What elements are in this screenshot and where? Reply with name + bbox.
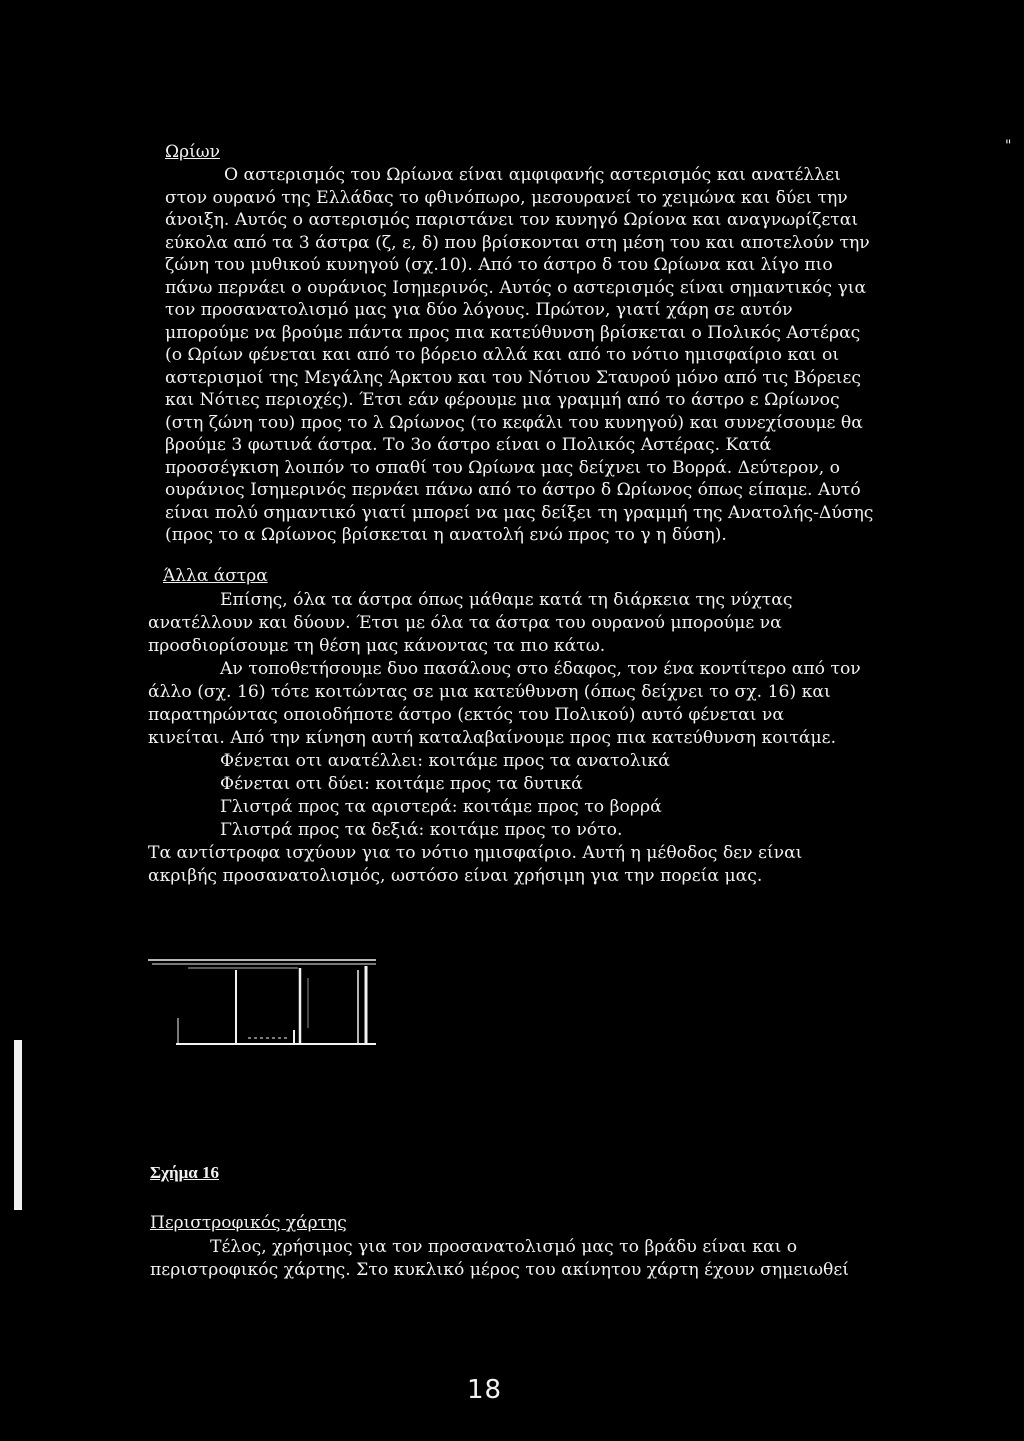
other-line: κινείται. Από την κίνηση αυτή καταλαβαίνουμε προς πια κατεύθυνση κοιτάμε. (148, 728, 837, 748)
map-line: περιστροφικός χάρτης. Στο κυκλικό μέρος του ακίνητου χάρτη έχουν σημειωθεί (150, 1260, 850, 1280)
figure-caption: Σχήμα 16 (150, 1163, 219, 1182)
heading-other-stars: Άλλα άστρα (163, 566, 268, 586)
other-line: άλλο (σχ. 16) τότε κοιτώντας σε μια κατεύθυνση (όπως δείχνει το σχ. 16) και (148, 682, 831, 702)
map-line: Τέλος, χρήσιμος για τον προσανατολισμό μας το βράδυ είναι και ο (210, 1237, 798, 1257)
margin-bar (14, 1040, 22, 1210)
other-line: Φένεται οτι δύει: κοιτάμε προς τα δυτικά (220, 774, 583, 794)
orion-line: (στη ζώνη του) προς το λ Ωρίωνος (το κεφάλι του κυνηγού) και συνεχίσουμε θα (165, 413, 863, 433)
orion-line: ουράνιος Ισημερινός περνάει πάνω από το άστρο δ Ωρίωνος όπως είπαμε. Αυτό (165, 480, 861, 500)
orion-line: και Νότιες περιοχές). Έτσι εάν φέρουμε μια γραμμή από το άστρο ε Ωρίωνος (165, 390, 840, 410)
orion-line: (προς το α Ωρίωνος βρίσκεται η ανατολή ενώ προς το γ η δύση). (165, 525, 727, 545)
other-line: παρατηρώντας οποιοδήποτε άστρο (εκτός του Πολικού) αυτό φένεται να (148, 705, 784, 725)
heading-rotating-map: Περιστροφικός χάρτης (150, 1213, 347, 1233)
orion-line: ζώνη του μυθικού κυνηγού (σχ.10). Από το άστρο δ του Ωρίωνα και λίγο πιο (165, 255, 833, 275)
page-number: 18 (467, 1375, 503, 1405)
heading-orion: Ωρίων (165, 142, 220, 162)
other-line: Αν τοποθετήσουμε δυο πασάλους στο έδαφος, τον ένα κοντίτερο από τον (220, 659, 861, 679)
other-line: προσδιορίσουμε τη θέση μας κάνοντας τα πιο κάτω. (148, 636, 606, 656)
orion-line: είναι πολύ σημαντικό γιατί μπορεί να μας δείξει τη γραμμή της Ανατολής-Δύσης (165, 503, 874, 523)
orion-line: προσσέγκιση λοιπόν το σπαθί του Ωρίωνα μας δείχνει το Βορρά. Δεύτερον, ο (165, 458, 841, 478)
orion-line: μπορούμε να βρούμε πάντα προς πια κατεύθυνση βρίσκεται ο Πολικός Αστέρας (165, 323, 861, 343)
other-line: ανατέλλουν και δύουν. Έτσι με όλα τα άστρα του ουρανού μπορούμε να (148, 613, 782, 633)
orion-line: Ο αστερισμός του Ωρίωνα είναι αμφιφανής αστερισμός και ανατέλλει (224, 165, 841, 185)
other-line: Τα αντίστροφα ισχύουν για το νότιο ημισφαίριο. Αυτή η μέθοδος δεν είναι (148, 843, 803, 863)
other-line: Επίσης, όλα τα άστρα όπως μάθαμε κατά τη διάρκεια της νύχτας (220, 590, 793, 610)
orion-line: βρούμε 3 φωτινά άστρα. Το 3ο άστρο είναι ο Πολικός Αστέρας. Κατά (165, 435, 772, 455)
orion-line: πάνω περνάει ο ουράνιος Ισημερινός. Αυτός ο αστερισμός είναι σημαντικός για (165, 278, 867, 298)
orion-line: άνοιξη. Αυτός ο αστερισμός παριστάνει τον κυνηγό Ωρίονα και αναγνωρίζεται (165, 210, 859, 230)
other-line: Γλιστρά προς τα δεξιά: κοιτάμε προς το νότο. (220, 820, 623, 840)
orion-line: (ο Ωρίων φένεται και από το βόρειο αλλά και από το νότιο ημισφαίριο και οι (165, 345, 840, 365)
orion-line: τον προσανατολισμό μας για δύο λόγους. Πρώτον, γιατί χάρη σε αυτόν (165, 300, 793, 320)
other-line: ακριβής προσανατολισμός, ωστόσο είναι χρήσιμη για την πορεία μας. (148, 866, 763, 886)
orion-line: αστερισμοί της Μεγάλης Άρκτου και του Νότιου Σταυρού μόνο από τις Βόρειες (165, 368, 862, 388)
other-line: Φένεται οτι ανατέλλει: κοιτάμε προς τα ανατολικά (220, 751, 670, 771)
figure-16-illustration (148, 958, 376, 1046)
orion-line: στον ουρανό της Ελλάδας το φθινόπωρο, μεσουρανεί το χειμώνα και δύει την (165, 188, 848, 208)
orion-line: εύκολα από τα 3 άστρα (ζ, ε, δ) που βρίσκονται στη μέση του και αποτελούν την (165, 233, 870, 253)
other-line: Γλιστρά προς τα αριστερά: κοιτάμε προς το βορρά (220, 797, 662, 817)
corner-mark: " (1005, 138, 1012, 154)
